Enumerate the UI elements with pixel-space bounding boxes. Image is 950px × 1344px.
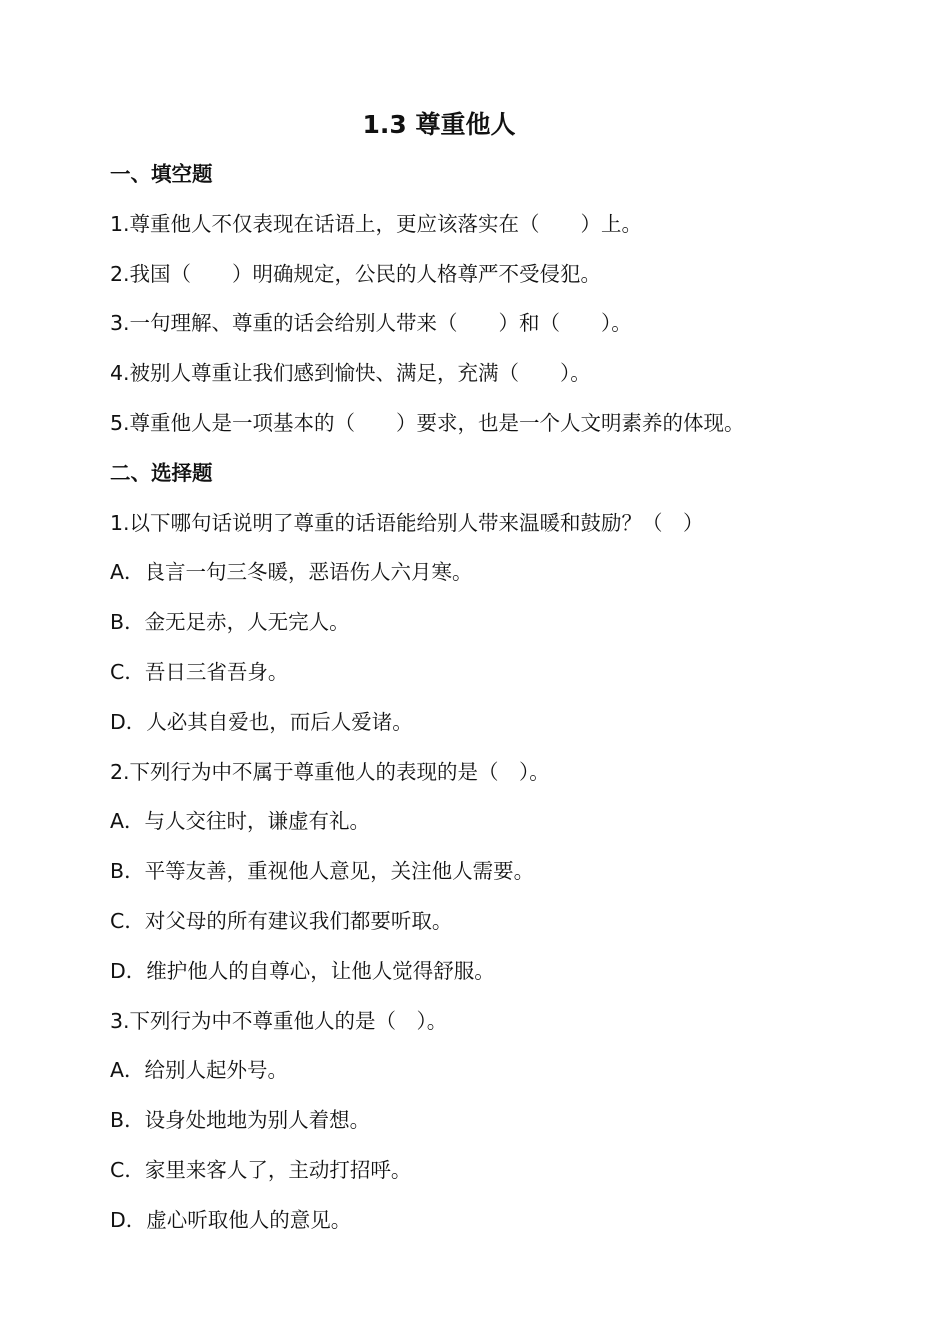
answer-option: C．家里来客人了，主动打招呼。 [110, 1157, 412, 1182]
answer-option: C．吾日三省吾身。 [110, 659, 289, 684]
question-stem: 3.下列行为中不尊重他人的是（ ）。 [110, 1008, 448, 1033]
answer-option: A．良言一句三冬暖，恶语伤人六月寒。 [110, 560, 473, 585]
fill-blank-item: 4.被别人尊重让我们感到愉快、满足，充满（ ）。 [110, 361, 591, 386]
answer-option: B．设身处地地为别人着想。 [110, 1108, 371, 1133]
question-stem: 2.下列行为中不属于尊重他人的表现的是（ ）。 [110, 759, 550, 784]
fill-blank-item: 1.尊重他人不仅表现在话语上，更应该落实在（ ）上。 [110, 211, 643, 236]
answer-option: A．给别人起外号。 [110, 1058, 289, 1083]
fill-blank-item: 5.尊重他人是一项基本的（ ）要求，也是一个人文明素养的体现。 [110, 410, 745, 435]
answer-option: C．对父母的所有建议我们都要听取。 [110, 908, 453, 933]
answer-option: B．平等友善，重视他人意见，关注他人需要。 [110, 859, 535, 884]
answer-option: D．虚心听取他人的意见。 [110, 1207, 352, 1232]
answer-option: D．维护他人的自尊心，让他人觉得舒服。 [110, 958, 495, 983]
question-stem: 1.以下哪句话说明了尊重的话语能给别人带来温暖和鼓励？（ ） [110, 510, 704, 535]
answer-option: A．与人交往时，谦虚有礼。 [110, 809, 371, 834]
section-heading-multiple-choice: 二、选择题 [110, 460, 213, 485]
document-body [110, 154, 910, 1250]
answer-option: D．人必其自爱也，而后人爱诸。 [110, 709, 413, 734]
answer-option: B．金无足赤，人无完人。 [110, 610, 350, 635]
fill-blank-item: 3.一句理解、尊重的话会给别人带来（ ）和（ ）。 [110, 311, 632, 336]
fill-blank-item: 2.我国（ ）明确规定，公民的人格尊严不受侵犯。 [110, 261, 602, 286]
section-heading-fill-blank: 一、填空题 [110, 162, 213, 186]
document-title: 1.3 尊重他人 [362, 110, 516, 139]
